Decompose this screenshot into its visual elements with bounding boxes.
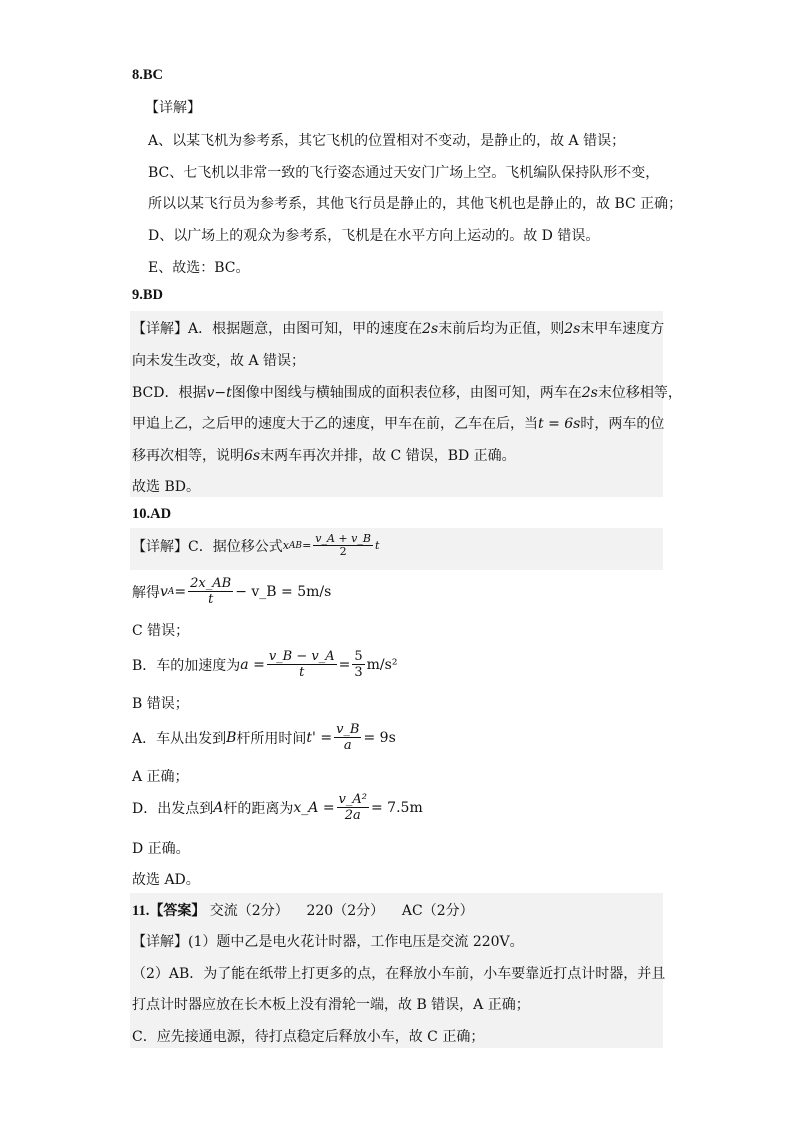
q10-l1-t: t <box>374 539 380 552</box>
q8-line-2: BC、七飞机以非常一致的飞行姿态通过天安门广场上空。飞机编队保持队形不变， <box>148 165 660 181</box>
q11-answers: 交流（2分） 220（2分） AC（2分） <box>209 903 474 919</box>
q10-l6-b: B <box>226 729 237 746</box>
q9-l5-text-b: 末两车再次并排，故 C 错误，BD 正确。 <box>260 448 516 464</box>
q9-l1-text-b: 末前后均为正值，则 <box>438 321 565 337</box>
q10-l8-num: v_A² <box>338 792 367 807</box>
q10-l8-text-a: D．出发点到 <box>132 800 214 817</box>
q10-l1-den: 2 <box>339 545 347 558</box>
q10-line-2 <box>132 576 331 607</box>
q10-l6-result: = 9s <box>363 729 396 746</box>
q9-line-3 <box>132 382 682 402</box>
q10-line-6 <box>132 722 396 753</box>
q9-line-5 <box>132 445 516 465</box>
q10-l4-fraction-2 <box>352 649 364 680</box>
q10-l4-num2: 5 <box>354 649 363 664</box>
q10-l8-text-b: 杆的距离为 <box>223 800 294 817</box>
q11-answer-tag: 【答案】 <box>149 903 206 919</box>
q10-l4-unit: m/s² <box>366 656 398 673</box>
q8-line-4: D、以广场上的观众为参考系，飞机是在水平方向上运动的。故 D 错误。 <box>148 228 600 244</box>
q10-l2-eq: = <box>174 583 187 600</box>
q10-l2-den: t <box>208 592 214 607</box>
q10-l2-v: v <box>160 583 168 600</box>
q10-l6-den: a <box>343 738 352 753</box>
q10-l4-fraction <box>267 649 337 680</box>
q9-l1-time-a: 2s <box>422 321 439 337</box>
q11-line-4: 打点计时器应放在长木板上没有滑轮一端，故 B 错误，A 正确； <box>132 997 530 1013</box>
q10-line-5: B 错误； <box>132 696 189 712</box>
q9-l3-time: 2s <box>581 385 598 401</box>
q10-l1-num: v_A + v_B <box>315 532 371 545</box>
q10-l6-num: v_B <box>336 722 360 737</box>
q9-l1-text-a: 【详解】A．根据题意，由图可知，甲的速度在 <box>132 321 423 337</box>
q10-l6-text-a: A．车从出发到 <box>132 730 227 747</box>
q10-l4-den: t <box>299 665 305 680</box>
q10-l2-text: 解得 <box>132 584 160 601</box>
q8-tag: 【详解】 <box>145 100 201 116</box>
q10-l8-a: A <box>213 799 224 816</box>
q10-l4-text: B．车的加速度为 <box>132 657 241 674</box>
q11-line-1 <box>132 900 474 920</box>
q11-line-2: 【详解】(1）题中乙是电火花计时器，工作电压是交流 220V。 <box>132 934 524 950</box>
q9-l4-t: t = 6s <box>538 416 581 432</box>
q10-line-7: A 正确； <box>132 769 189 785</box>
q8-line-3: 所以以某飞行员为参考系，其他飞行员是静止的，其他飞机也是静止的，故 BC 正确； <box>148 196 683 212</box>
q9-l3-text-c: 末位移相等， <box>597 385 682 401</box>
q8-line-1: A、以某飞机为参考系，其它飞机的位置相对不变动，是静止的，故 A 错误； <box>148 133 626 149</box>
q9-l4-text-b: 时，两车的位 <box>580 416 665 432</box>
q9-l3-text-a: BCD．根据 <box>132 385 207 401</box>
q9-l3-text-b: 图像中图线与横轴围成的面积表位移，由图可知，两车在 <box>231 385 582 401</box>
q9-line-1 <box>132 318 664 338</box>
q9-l4-text-a: 甲追上乙，之后甲的速度大于乙的速度，甲车在前，乙车在后，当 <box>132 416 538 432</box>
q10-l2-rest: − v_B = 5m/s <box>235 583 332 600</box>
q11-line-3: （2）AB．为了能在纸带上打更多的点，在释放小车前，小车要靠近打点计时器，并且 <box>132 966 666 982</box>
q8-heading: 8.BC <box>132 67 164 83</box>
q10-l1-text: 【详解】C．据位移公式 <box>132 538 283 555</box>
q10-line-8 <box>132 792 423 823</box>
q9-l1-text-c: 末甲车速度方 <box>580 321 665 337</box>
q9-shade <box>130 311 663 497</box>
q9-l1-time-b: 2s <box>564 321 581 337</box>
q9-line-2: 向未发生改变，故 A 错误； <box>132 353 306 369</box>
q10-l6-t: t' = <box>306 729 333 746</box>
q10-l8-x: x_A = <box>293 799 335 816</box>
q10-l1-xsub: AB <box>288 540 303 551</box>
q9-l5-text-a: 移再次相等，说明 <box>132 448 244 464</box>
q10-l2-fraction <box>188 576 233 607</box>
q10-l8-result: = 7.5m <box>371 799 423 816</box>
q10-line-1 <box>132 533 379 558</box>
q10-l4-den2: 3 <box>354 665 363 680</box>
q10-l4-eq: = <box>338 656 351 673</box>
q8-line-5: E、故选：BC。 <box>148 260 250 276</box>
q10-line-10: 故选 AD。 <box>132 872 200 888</box>
q10-l6-fraction <box>334 722 361 753</box>
q9-heading: 9.BD <box>132 287 164 303</box>
q9-l5-time: 6s <box>244 448 261 464</box>
q10-l1-fraction <box>313 533 373 558</box>
q10-l8-fraction <box>337 792 369 823</box>
q10-line-9: D 正确。 <box>132 841 190 857</box>
q10-l1-x: x <box>282 539 289 552</box>
q10-line-4 <box>132 649 397 680</box>
q10-line-3: C 错误； <box>132 623 190 639</box>
q11-line-5: C．应先接通电源，待打点稳定后释放小车，故 C 正确； <box>132 1029 485 1045</box>
q10-l4-num: v_B − v_A <box>268 649 335 664</box>
q10-l2-vsub: A <box>167 586 175 597</box>
q10-l1-eq: = <box>302 539 312 552</box>
q10-l8-den: 2a <box>344 808 361 823</box>
q9-line-6: 故选 BD。 <box>132 479 200 495</box>
q10-l2-num: 2x_AB <box>190 576 232 591</box>
q10-l6-text-b: 杆所用时间 <box>236 730 307 747</box>
q10-l4-a: a = <box>240 656 265 673</box>
q9-l3-vt: v−t <box>206 385 232 401</box>
q10-heading: 10.AD <box>132 506 172 522</box>
q11-number: 11. <box>132 903 150 919</box>
q9-line-4 <box>132 413 664 433</box>
